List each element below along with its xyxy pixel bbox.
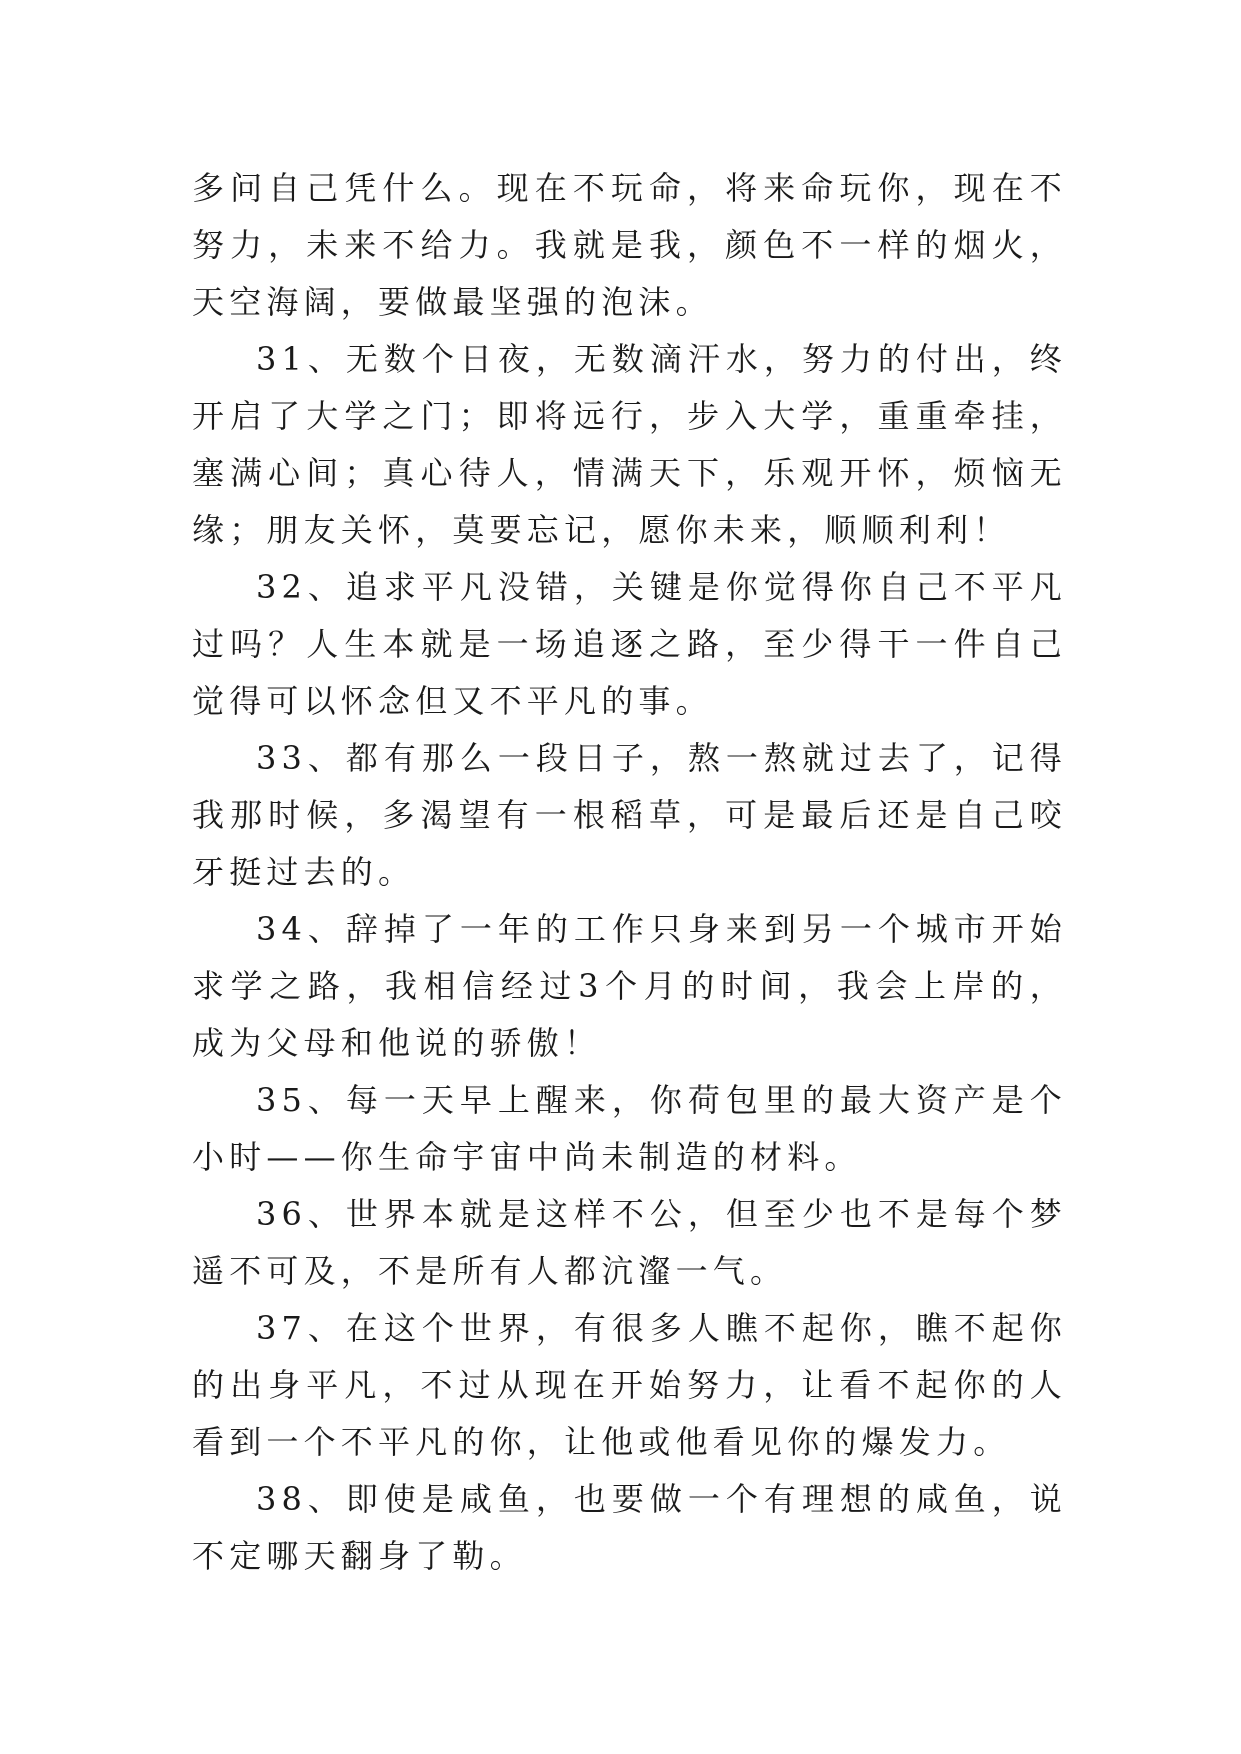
paragraph-35: 35、每一天早上醒来，你荷包里的最大资产是个小时——你生命宇宙中尚未制造的材料。 — [192, 1081, 1067, 1176]
paragraph-33: 33、都有那么一段日子，熬一熬就过去了，记得我那时候，多渴望有一根稻草，可是最后还是自己咬牙挺过去的。 — [192, 739, 1067, 891]
paragraph-0: 多问自己凭什么。现在不玩命，将来命玩你，现在不努力，未来不给力。我就是我，颜色不一样的烟火，天空海阔，要做最坚强的泡沫。 — [192, 169, 1067, 321]
paragraph-38: 38、即使是咸鱼，也要做一个有理想的咸鱼，说不定哪天翻身了勒。 — [192, 1480, 1067, 1575]
paragraph-32: 32、追求平凡没错，关键是你觉得你自己不平凡过吗？人生本就是一场追逐之路，至少得干一件自己觉得可以怀念但又不平凡的事。 — [192, 568, 1067, 720]
paragraph-31: 31、无数个日夜，无数滴汗水，努力的付出，终开启了大学之门；即将远行，步入大学，重重牵挂，塞满心间；真心待人，情满天下，乐观开怀，烦恼无缘；朋友关怀，莫要忘记，愿你未来，顺顺利利！ — [192, 340, 1067, 549]
paragraph-37: 37、在这个世界，有很多人瞧不起你，瞧不起你的出身平凡，不过从现在开始努力，让看不起你的人看到一个不平凡的你，让他或他看见你的爆发力。 — [192, 1309, 1067, 1461]
paragraph-36: 36、世界本就是这样不公，但至少也不是每个梦遥不可及，不是所有人都沆瀣一气。 — [192, 1195, 1067, 1290]
document-body — [192, 160, 1067, 1585]
paragraph-34: 34、辞掉了一年的工作只身来到另一个城市开始求学之路，我相信经过3个月的时间，我会上岸的，成为父母和他说的骄傲！ — [192, 910, 1067, 1062]
